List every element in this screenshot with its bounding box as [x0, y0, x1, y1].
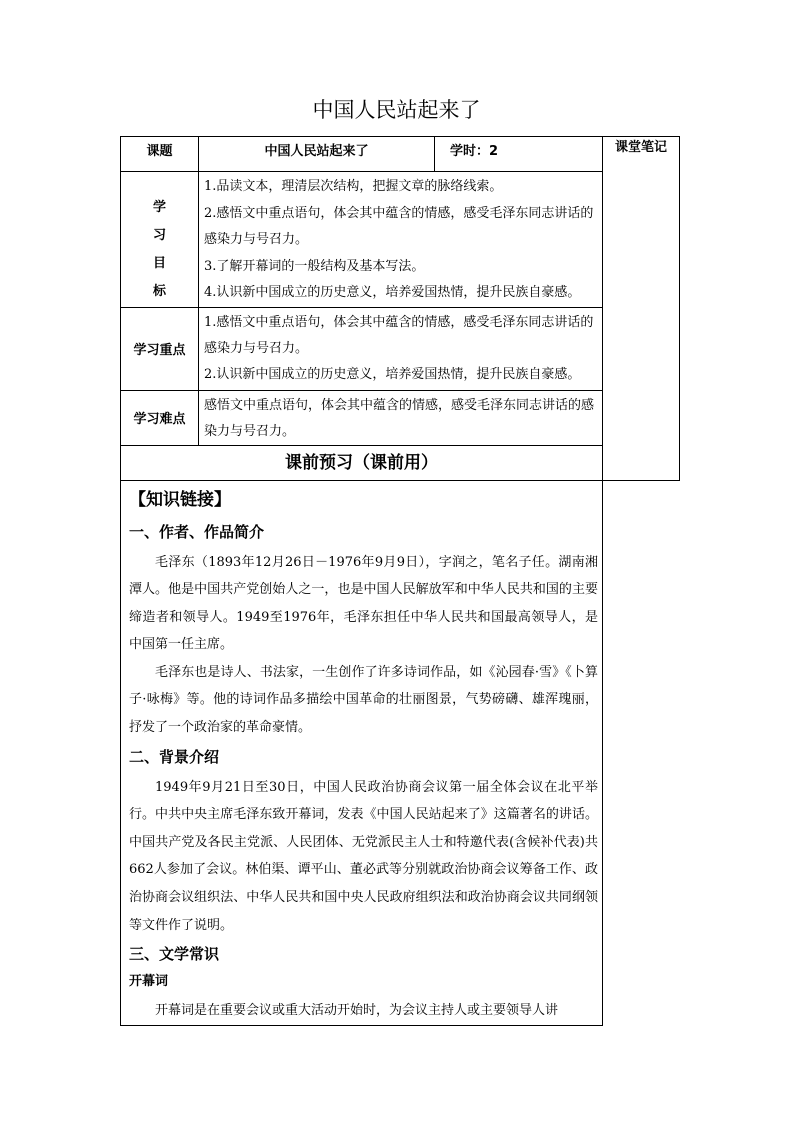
section-literature-heading: 三、文学常识	[129, 945, 220, 964]
notes-column	[603, 137, 680, 481]
objectives-row	[121, 172, 680, 308]
objective-item: 2.感悟文中重点语句，体会其中蕴含的情感，感受毛泽东同志讲话的感染力与号召力。	[204, 205, 594, 247]
knowledge-link-heading: 【知识链接】	[129, 489, 231, 510]
topic-value: 中国人民站起来了	[264, 144, 369, 159]
author-works-paragraph: 毛泽东也是诗人、书法家，一生创作了许多诗词作品，如《沁园春·雪》《卜算子·咏梅》等。他的诗词作品多描绘中国革命的壮丽图景，气势磅礴、雄浑瑰丽，抒发了一个政治家的革命豪情。	[129, 664, 598, 736]
notes-label: 课堂笔记	[614, 140, 667, 155]
objectives-label-char: 标	[152, 284, 166, 299]
page-title: 中国人民站起来了	[312, 98, 481, 122]
preview-heading-row	[121, 445, 680, 480]
section-background-heading: 二、背景介绍	[129, 747, 220, 766]
opening-speech-subheading: 开幕词	[129, 974, 169, 990]
difficulties-row	[121, 390, 680, 445]
background-paragraph: 1949年9月21日至30日，中国人民政治协商会议第一届全体会议在北平举行。中共中央主席毛泽东致开幕词，发表《中国人民站起来了》这篇著名的讲话。中国共产党及各民主党派、人民团体、无党派民主人士和特邀代表(含候补代表)共662人参加了会议。林伯渠、谭平山、董必武等分别就政治协商会议筹备工作、政治协商会议组织法、中华人民共和国中央人民政府组织法和政治协商会议共同纲领等文件作了说明。	[129, 779, 598, 933]
key-points-label: 学习重点	[133, 343, 186, 358]
topic-label: 课题	[146, 144, 173, 159]
key-points-list	[199, 308, 602, 388]
objectives-label	[121, 172, 198, 306]
author-bio-paragraph: 毛泽东（1893年12月26日－1976年9月9日），字润之，笔名子任。湖南湘潭人。他是中国共产党创始人之一，也是中国人民解放军和中华人民共和国的主要缔造者和领导人。1949至1976年，毛泽东担任中华人民共和国最高领导人，是中国第一任主席。	[129, 554, 598, 653]
difficulties-text: 感悟文中重点语句，体会其中蕴含的情感，感受毛泽东同志讲话的感染力与号召力。	[204, 397, 595, 439]
preview-body	[121, 487, 602, 1025]
objectives-label-char: 目	[152, 256, 166, 271]
hours-label: 学时：2	[450, 144, 499, 159]
key-point-item: 1.感悟文中重点语句，体会其中蕴含的情感，感受毛泽东同志讲话的感染力与号召力。	[204, 314, 594, 356]
objective-item: 3.了解开幕词的一般结构及基本写法。	[204, 258, 425, 274]
difficulties-label: 学习难点	[133, 412, 186, 427]
key-points-row	[121, 307, 680, 390]
header-row	[121, 137, 680, 172]
section-author-heading: 一、作者、作品简介	[129, 522, 265, 541]
objectives-label-char: 习	[152, 228, 166, 243]
lesson-plan-table	[120, 136, 680, 1026]
preview-heading: 课前预习（课前用）	[121, 445, 603, 480]
objectives-label-char: 学	[152, 200, 166, 215]
objectives-list	[199, 172, 602, 307]
key-point-item: 2.认识新中国成立的历史意义，培养爱国热情，提升民族自豪感。	[204, 366, 581, 382]
opening-speech-paragraph: 开幕词是在重要会议或重大活动开始时，为会议主持人或主要领导人讲	[155, 1003, 559, 1019]
objective-item: 1.品读文本，理清层次结构，把握文章的脉络线索。	[204, 179, 503, 194]
preview-body-row	[121, 480, 680, 1025]
objective-item: 4.认识新中国成立的历史意义，培养爱国热情，提升民族自豪感。	[204, 285, 581, 300]
